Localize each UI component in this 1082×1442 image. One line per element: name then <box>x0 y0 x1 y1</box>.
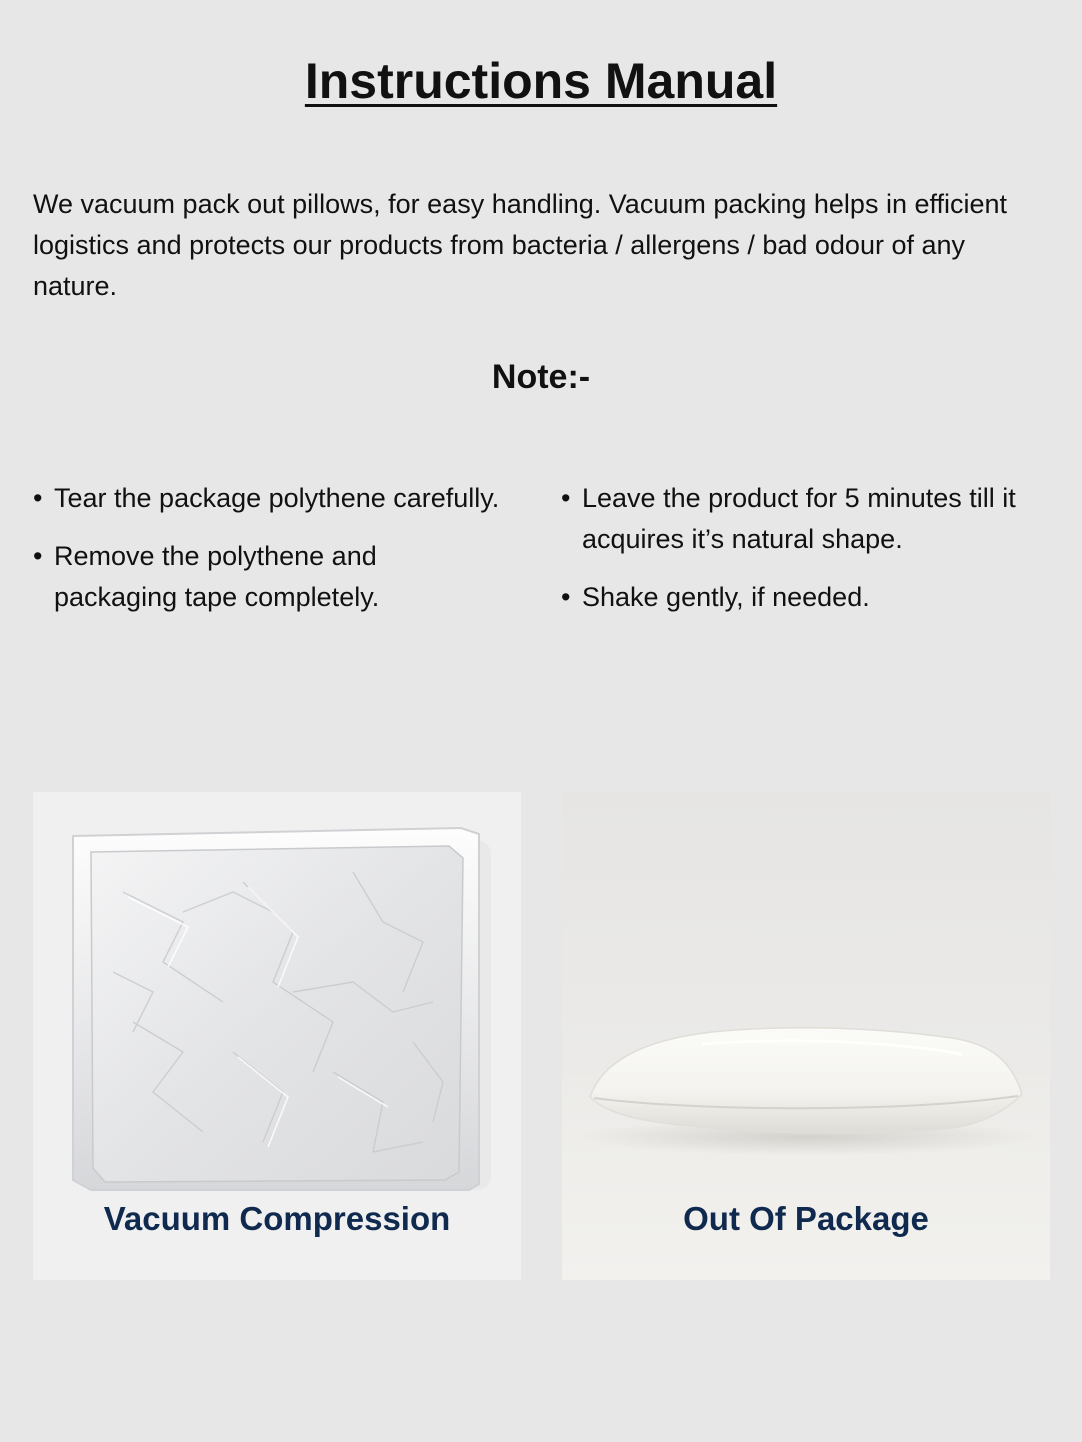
bullet-icon: • <box>33 483 43 513</box>
intro-paragraph: We vacuum pack out pillows, for easy handling. Vacuum packing helps in efficient logistics and protects our products from bacteria / allergens / bad odour of any nature. <box>33 189 1008 301</box>
page-title <box>0 52 1082 110</box>
list-item <box>33 478 503 519</box>
bullet-icon: • <box>33 541 43 571</box>
page-title-text: Instructions Manual <box>304 53 778 109</box>
bullet-icon: • <box>561 483 571 513</box>
list-item <box>561 577 1031 618</box>
vacuum-compression-panel <box>33 792 521 1280</box>
notes-left-list <box>33 478 503 635</box>
vacuum-compression-caption: Vacuum Compression <box>103 1200 451 1237</box>
note-text: Tear the package polythene carefully. <box>54 483 500 513</box>
note-text: Shake gently, if needed. <box>582 582 870 612</box>
note-text: Remove the polythene and packaging tape completely. <box>54 541 380 612</box>
note-heading: Note:- <box>491 358 591 396</box>
bullet-icon: • <box>561 582 571 612</box>
out-of-package-caption: Out Of Package <box>683 1200 929 1237</box>
out-of-package-panel <box>562 792 1050 1280</box>
list-item <box>33 536 503 618</box>
note-text: Leave the product for 5 minutes till it acquires it’s natural shape. <box>582 483 1016 554</box>
notes-right-list <box>561 478 1031 635</box>
list-item <box>561 478 1031 560</box>
